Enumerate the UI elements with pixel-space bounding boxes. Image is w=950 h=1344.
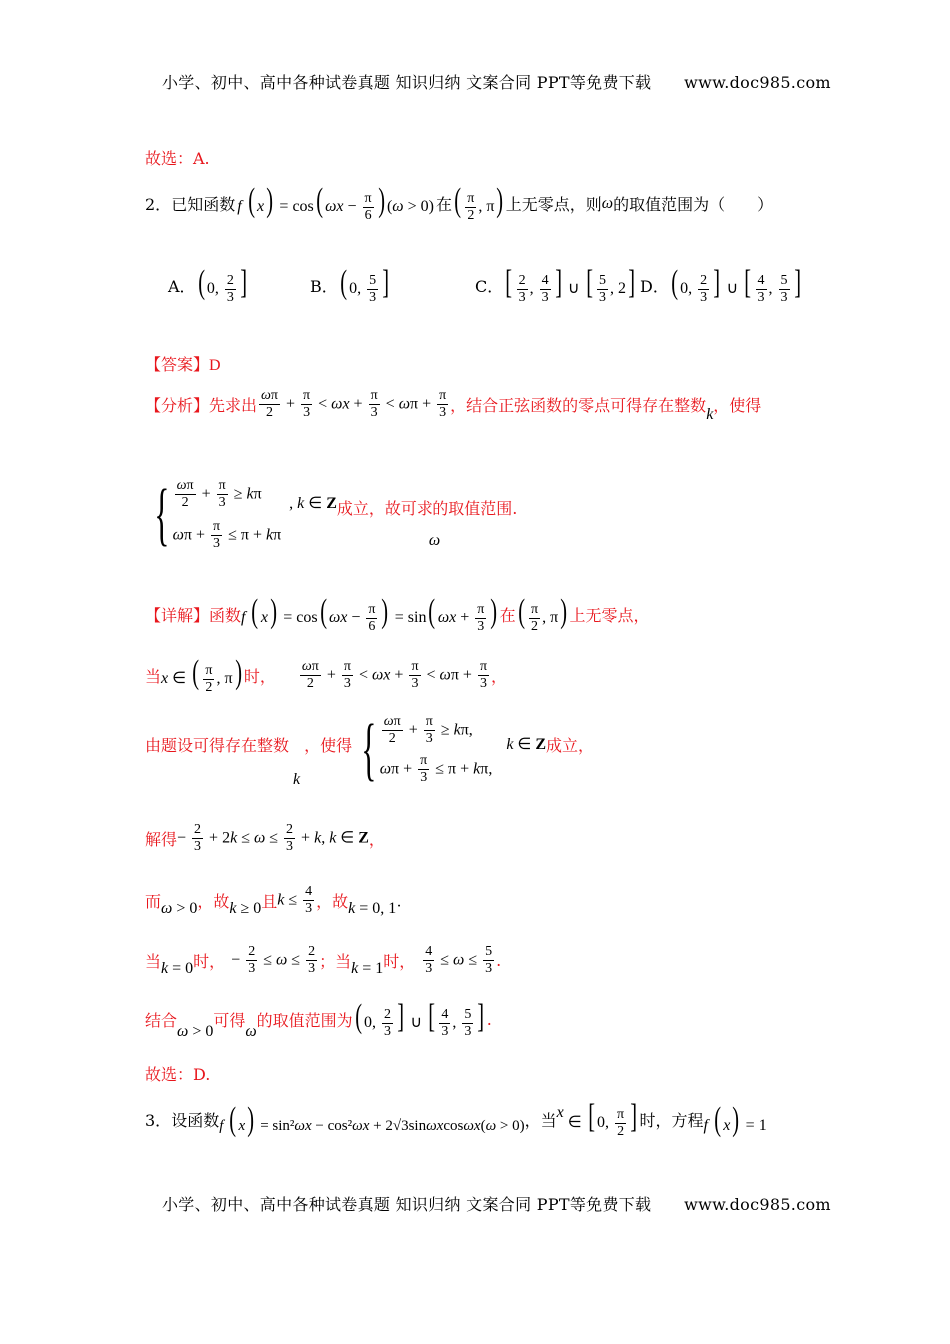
inequality: $\frac{\omega\pi}{2}$ + $\frac{\pi}{3}$ < ωx + $\frac{\pi}{3}$ < ωπ + $\frac{\pi}{3}$ (261, 388, 447, 421)
equation: f ( x) = 1 (703, 1100, 767, 1138)
option-formula: ( 0, $\frac{5}{3}$ ] (340, 264, 390, 305)
formula: ( $\frac{\pi}{2}$ , π) (517, 593, 568, 634)
function-formula: f ( x) = cos( ωx − $\frac{\pi}{6}$ ) (ω > 0) (237, 182, 434, 223)
option-label: A． (168, 277, 196, 297)
option-formula: ( 0, $\frac{2}{3}$ ] (197, 264, 247, 305)
stem-text: 设函数 (171, 1111, 220, 1131)
formula: − $\frac{2}{3}$ + 2k ≤ ω ≤ $\frac{2}{3}$ + k, k ∈ Z (177, 822, 369, 855)
prev-answer: 故选：A. (145, 149, 210, 168)
stem-text: 已知函数 (171, 195, 236, 215)
formula: ω > 0 (177, 1022, 214, 1040)
detail-text: 在 (499, 606, 516, 626)
detail-line-5: 而 ω > 0 ，故 k ≥ 0 且 k ≤ $\frac{4}{3}$ ，故 k = 0, 1 · (145, 884, 402, 917)
detail-line-6 (145, 944, 501, 977)
detail-text: 当 (145, 952, 162, 972)
analysis-text: 先求出 (209, 396, 258, 416)
analysis-text: 的取值范围. (432, 498, 518, 518)
question-2-stem: 2． 已知函数 f ( x) = cos( ωx − $\frac{\pi}{6}$ ) (ω > 0) 在 ( $\frac{\pi}{2}$ , π) 上无零点，则 ω 的取值范围为（ ） (145, 182, 774, 223)
stem-text: 在 (435, 195, 452, 215)
formula: f ( x) = cos( ωx − $\frac{\pi}{6}$ ) = sin( ωx + $\frac{\pi}{3}$ ) (241, 593, 498, 634)
answer-value: D (209, 357, 221, 374)
option-b[interactable] (310, 266, 391, 306)
footer-url: www.doc985.com (684, 1195, 831, 1214)
detail-text: ，使得 (304, 735, 353, 755)
formula: x ∈ ( $\frac{\pi}{2}$ , π) (161, 654, 242, 695)
detail-text: 而 (145, 892, 162, 912)
answer-tag: 【答案】 (145, 355, 210, 374)
detail-text: . (486, 1010, 492, 1030)
detail-text: ， (368, 830, 385, 850)
detail-text: 时， (193, 952, 226, 972)
header-url: www.doc985.com (684, 73, 831, 92)
option-formula: [ $\frac{2}{3}$ , $\frac{4}{3}$ ] ∪ [ $\frac{5}{3}$ , 2] (505, 264, 636, 305)
stem-text: 的取值范围为（ ） (613, 195, 774, 215)
detail-text: 时， (383, 952, 416, 972)
stem-text: 上无零点，则 (505, 195, 602, 215)
analysis-line-1: 【分析】 先求出 $\frac{\omega\pi}{2}$ + $\frac{\pi}{3}$ < ωx + $\frac{\pi}{3}$ < ωπ + $\frac{\pi}{3}$ ，结合正弦函数的零点可得存在整数 k ，使得 (145, 388, 762, 423)
analysis-text: ，结合正弦函数的零点可得存在整数 (450, 396, 707, 416)
analysis-text: ，使得 (713, 396, 762, 416)
formula: k = 1 (351, 959, 384, 977)
page-footer (162, 1192, 831, 1215)
answer-line (145, 352, 221, 375)
option-c[interactable] (475, 266, 637, 306)
detail-line-4 (145, 822, 385, 855)
formula: ( 0, $\frac{2}{3}$ ] ∪ [ $\frac{4}{3}$ , $\frac{5}{3}$ ] (354, 998, 485, 1039)
detail-text: 的取值范围为 (256, 1011, 353, 1031)
formula: ω > 0 (161, 899, 198, 917)
header-text: 小学、初中、高中各种试卷真题 知识归纳 文案合同 PPT等免费下载 (162, 73, 652, 92)
formula: k = 0 (161, 959, 194, 977)
detail-text: 且 (261, 892, 278, 912)
option-a[interactable] (168, 266, 249, 306)
option-label: B． (310, 277, 338, 297)
stem-text: ，当 (524, 1111, 557, 1131)
detail-line-3: 由题设可得存在整数 k ，使得 { $\frac{\omega\pi}{2}$ + $\frac{\pi}{3}$ ≥ kπ, ωπ + $\frac{\pi}{3}$ ≤ π + kπ, k ∈ Z 成立， (145, 711, 595, 789)
detail-text: 由题设可得存在整数 (145, 735, 290, 755)
detail-tag: 【详解】 (145, 606, 210, 626)
detail-text: ，故 (316, 892, 349, 912)
detail-text: 结合 (145, 1011, 178, 1031)
detail-text: 解得 (145, 830, 178, 850)
detail-line-7: 结合 ω > 0 可得 ω 的取值范围为 ( 0, $\frac{2}{3}$ ] ∪ [ $\frac{4}{3}$ , $\frac{5}{3}$ ] . (145, 998, 492, 1040)
detail-text: 上无零点， (569, 606, 650, 626)
formula: $\frac{\omega\pi}{2}$ + $\frac{\pi}{3}$ < ωx + $\frac{\pi}{3}$ < ωπ + $\frac{\pi}{3}$ (301, 659, 488, 692)
footer-text: 小学、初中、高中各种试卷真题 知识归纳 文案合同 PPT等免费下载 (162, 1195, 652, 1214)
detail-line-1 (145, 595, 650, 635)
option-label: D． (640, 277, 669, 297)
question-3-stem (145, 1100, 767, 1140)
detail-text: 成立， (546, 735, 595, 755)
formula: k = 0, 1 (348, 899, 397, 917)
analysis-tag: 【分析】 (145, 396, 210, 416)
detail-text: 当 (145, 667, 162, 687)
question-number: 3． (145, 1111, 172, 1131)
question-number: 2． (145, 195, 172, 215)
detail-text: ，故 (197, 892, 230, 912)
detail-line-2 (145, 656, 507, 696)
stem-text: 时，方程 (639, 1111, 704, 1131)
interval: x ∈ [ 0, $\frac{\pi}{2}$ ] (556, 1098, 638, 1139)
analysis-system: { $\frac{\omega\pi}{2}$ + $\frac{\pi}{3}$ ≥ kπ ωπ + $\frac{\pi}{3}$ ≤ π + kπ , k ∈ Z 成立，故可求 ω 的取值范围. (154, 476, 518, 554)
option-label: C． (475, 277, 504, 297)
detail-text: ， (491, 667, 508, 687)
final-answer: 故选：D. (145, 1065, 211, 1084)
option-formula: ( 0, $\frac{2}{3}$ ] ∪ [ $\frac{4}{3}$ , $\frac{5}{3}$ ] (671, 264, 801, 305)
formula: k ≥ 0 (229, 899, 262, 917)
formula: k ≤ $\frac{4}{3}$ (277, 884, 313, 917)
page-header (162, 70, 831, 93)
interval: ( $\frac{\pi}{2}$ , π) (454, 182, 504, 223)
function-formula: f ( x) = sin²ωx − cos²ωx + 2√3sinωxcosωx(ω > 0) (219, 1100, 525, 1138)
formula: − $\frac{2}{3}$ ≤ ω ≤ $\frac{2}{3}$ (231, 944, 316, 977)
detail-text: 函数 (209, 606, 242, 626)
detail-text: 时， (243, 667, 276, 687)
detail-text: . (496, 951, 502, 971)
formula: $\frac{4}{3}$ ≤ ω ≤ $\frac{5}{3}$ (425, 944, 493, 977)
detail-text: 可得 (213, 1011, 246, 1031)
option-d[interactable] (640, 266, 803, 306)
analysis-text: 成立，故可求 (336, 498, 433, 518)
detail-text: ；当 (319, 952, 352, 972)
